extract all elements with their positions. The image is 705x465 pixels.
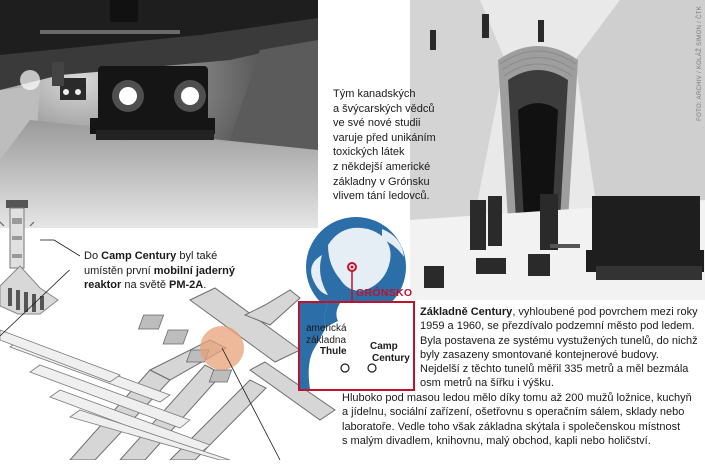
caption-reactor: mobilní jaderný reaktor (84, 264, 235, 291)
tunnel-system-drawing (0, 270, 340, 460)
paragraph-line: a jídelnu, sociální zařízení, ošetřovnu s operačním sálem, sklady nebo (342, 406, 685, 419)
caption-text: na světě (121, 279, 169, 291)
paragraph-line: laboratoře. Vedle toho však základna skýtala i společenskou místnost (342, 420, 681, 433)
paragraph-camp-century (420, 305, 702, 391)
thule-name: Thule (319, 346, 347, 357)
paragraph-line: Hluboko pod masou ledou mělo díky tomu až 200 mužů ložnice, kuchyň (342, 392, 692, 404)
map-label-camp-century (370, 341, 410, 364)
paragraph-line: s malým divadlem, knihovnu, malý obchod, kapli nebo holičství. (342, 434, 651, 447)
photo-credit: FOTO: ARCHIV / KOLÁŽ SIMON / ČTK (697, 6, 703, 121)
caption-text: Do (84, 250, 102, 262)
intro-line: toxických látek (333, 146, 405, 159)
paragraph-line: byly zasazeny smontované kontejnerové budovy. (420, 348, 659, 361)
thule-line: americká (306, 323, 347, 334)
thule-line: základna (306, 334, 347, 346)
intro-line: základny v Grónsku (333, 175, 430, 188)
paragraph-line: osm metrů na šířku i výšku. (420, 377, 554, 390)
tunnel-vehicle-illustration (0, 0, 318, 228)
paragraph-line: 1959 a 1960, se přezdívalo podzemní město pod ledem. (420, 320, 695, 333)
intro-text (333, 87, 445, 204)
paragraph-facilities (342, 391, 702, 448)
paragraph-lead: Základně Century (420, 306, 513, 318)
intro-line: Tým kanadských (333, 88, 416, 100)
map-label-greenland: GRÓNSKO (356, 287, 413, 299)
map-inset (298, 301, 415, 391)
photo-tunnel-vehicle (0, 0, 318, 228)
intro-line: vlivem tání ledovců. (333, 190, 430, 203)
paragraph-line: , vyhloubené pod povrchem mezi roky (512, 306, 698, 318)
caption-text: byl také umístěn první (84, 250, 218, 277)
photo-tunnel-construction (410, 0, 705, 300)
intro-line: a švýcarských vědců (333, 102, 435, 115)
camp-line: Century (372, 352, 410, 364)
caption-base-name: Camp Century (101, 250, 177, 262)
map-label-thule (306, 323, 347, 358)
caption-model: PM-2A (169, 279, 204, 291)
intro-line: z někdejší americké (333, 160, 431, 173)
tunnel-construction-illustration (410, 0, 705, 300)
paragraph-line: Byla postavena ze systému vystužených tunelů, do nichž (420, 334, 698, 347)
caption-text: . (203, 279, 207, 291)
tunnel-system-diagram (0, 270, 340, 460)
camp-line: Camp (370, 341, 398, 352)
intro-line: varuje před unikáním (333, 131, 436, 144)
paragraph-line: Nejdelší z těchto tunelů měřil 335 metrů a měl bezmála (420, 363, 689, 376)
intro-line: ve své nové studii (333, 117, 421, 130)
